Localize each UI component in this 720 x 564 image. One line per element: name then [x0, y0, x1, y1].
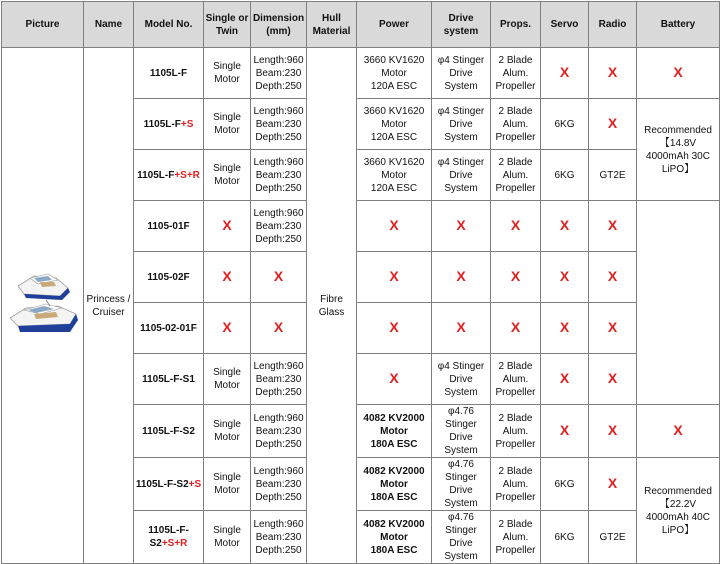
servo-cell: [541, 354, 589, 405]
cell-line: φ4 Stinger: [437, 54, 485, 66]
model-suffix: +S: [180, 118, 194, 130]
header-single-twin: Single or Twin: [204, 2, 251, 48]
servo-cell: [541, 150, 589, 201]
model-base: 1105-01F: [147, 220, 190, 232]
radio-cell: [589, 458, 637, 511]
cell-line: Propeller: [495, 182, 536, 194]
cell-line: Drive: [449, 169, 473, 181]
model-cell: [134, 354, 204, 405]
cell-line: 120A ESC: [370, 182, 418, 194]
x-mark: X: [559, 421, 570, 438]
x-mark: X: [559, 216, 570, 233]
cell-line: Stinger: [445, 525, 477, 536]
cell-line: Beam:230: [255, 373, 302, 385]
header-picture: Picture: [2, 2, 84, 48]
power-cell: [357, 99, 432, 150]
radio-cell: [589, 303, 637, 354]
battery-recommend-cell: [637, 99, 720, 201]
props-cell: [491, 354, 541, 405]
cell-line: System: [444, 551, 478, 562]
props-cell: [491, 150, 541, 201]
cell-line: Alum.: [502, 373, 529, 385]
cell-line: Beam:230: [255, 531, 302, 543]
x-mark: X: [222, 216, 232, 233]
servo-cell: [541, 303, 589, 354]
cell-line: 120A ESC: [370, 131, 418, 143]
dimension-cell: [251, 303, 307, 354]
cell-line: φ4 Stinger: [437, 156, 485, 168]
x-mark: X: [273, 318, 284, 335]
x-mark: X: [607, 369, 618, 386]
cell-line: System: [444, 80, 478, 92]
cell-line: Beam:230: [255, 169, 302, 181]
table-row: [2, 48, 720, 99]
cell-line: φ4.76: [448, 406, 474, 417]
model-base-2: S2: [149, 538, 162, 549]
model-cell: [134, 252, 204, 303]
cell-text: 6KG: [554, 169, 575, 181]
cell-text: Single Motor: [213, 472, 241, 496]
cell-line: 120A ESC: [370, 80, 418, 92]
model-cell: [134, 405, 204, 458]
cell-text: 6KG: [554, 118, 575, 130]
model-base: 1105L-F-S1: [142, 373, 195, 385]
cell-line: LiPO】: [661, 524, 695, 536]
dimension-cell: [251, 405, 307, 458]
boat-bottom-icon: [10, 300, 78, 332]
cell-line: LiPO】: [661, 163, 695, 175]
radio-cell: [589, 252, 637, 303]
cell-line: φ4 Stinger: [437, 105, 485, 117]
cell-line: φ4 Stinger: [437, 360, 485, 372]
model-cell: [134, 458, 204, 511]
cell-line: Length:960: [253, 465, 304, 477]
cell-line: Length:960: [253, 156, 304, 168]
model-suffix: +S: [188, 478, 202, 490]
header-row: [2, 2, 720, 48]
cell-line: 180A ESC: [370, 544, 418, 556]
cell-line: Alum.: [502, 425, 529, 437]
cell-line: Motor: [380, 478, 408, 490]
model-cell: [134, 303, 204, 354]
cell-text: 6KG: [554, 478, 575, 490]
model-base: 1105L-F: [149, 67, 188, 79]
drive-cell: [432, 458, 491, 511]
header-hull: Hull Material: [307, 2, 357, 48]
cell-line: Propeller: [495, 386, 536, 398]
power-cell: [357, 48, 432, 99]
x-mark: X: [456, 216, 466, 233]
single-twin-cell: [204, 99, 251, 150]
dimension-cell: [251, 458, 307, 511]
cell-line: System: [444, 445, 478, 456]
servo-cell: [541, 252, 589, 303]
cell-line: Alum.: [502, 531, 529, 543]
cell-line: 4082 KV2000: [363, 518, 425, 530]
cell-line: 3660 KV1620: [363, 156, 425, 168]
x-mark: X: [222, 267, 232, 284]
cell-line: Propeller: [495, 131, 536, 143]
cell-line: 2 Blade: [498, 465, 533, 477]
power-cell: [357, 405, 432, 458]
model-cell: [134, 99, 204, 150]
drive-cell: [432, 511, 491, 564]
cell-line: Depth:250: [255, 233, 302, 245]
props-cell: [491, 48, 541, 99]
cell-line: Drive: [449, 538, 473, 549]
cell-line: Motor: [381, 67, 407, 79]
power-cell: [357, 303, 432, 354]
cell-line: 180A ESC: [370, 438, 418, 450]
dimension-cell: [251, 150, 307, 201]
power-cell: [357, 201, 432, 252]
cell-line: Length:960: [253, 105, 304, 117]
x-mark: X: [607, 63, 618, 80]
cell-text: Single Motor: [213, 419, 241, 443]
boat-top-icon: [18, 274, 70, 300]
cell-line: Beam:230: [255, 67, 302, 79]
radio-cell: [589, 201, 637, 252]
cell-text: GT2E: [599, 531, 626, 543]
model-suffix: +S+R: [161, 538, 188, 549]
cell-line: Depth:250: [255, 80, 302, 92]
cell-line: Length:960: [253, 207, 304, 219]
spec-table: [1, 1, 720, 564]
cell-line: Motor: [381, 118, 407, 130]
header-radio: Radio: [589, 2, 637, 48]
cell-text: 6KG: [554, 531, 575, 543]
x-mark: X: [607, 318, 618, 335]
dimension-cell: [251, 99, 307, 150]
cell-line: 3660 KV1620: [363, 54, 425, 66]
servo-cell: [541, 458, 589, 511]
cell-line: Stinger: [445, 419, 477, 430]
cell-text: Single Motor: [213, 367, 241, 391]
cell-line: Depth:250: [255, 491, 302, 503]
cell-line: Stinger: [445, 472, 477, 483]
model-base: 1105L-F-S2: [142, 425, 195, 437]
cell-line: Motor: [380, 425, 408, 437]
drive-cell: [432, 48, 491, 99]
single-twin-cell: [204, 405, 251, 458]
x-mark: X: [673, 63, 683, 80]
x-mark: X: [389, 216, 399, 233]
single-twin-cell: [204, 303, 251, 354]
dimension-cell: [251, 354, 307, 405]
x-mark: X: [510, 318, 521, 335]
cell-line: Depth:250: [255, 438, 302, 450]
cell-line: Motor: [380, 531, 408, 543]
dimension-cell: [251, 511, 307, 564]
cell-line: 180A ESC: [370, 491, 418, 503]
hull-text: Fibre Glass: [318, 293, 345, 318]
cell-line: Propeller: [495, 544, 536, 556]
cell-line: 4000mAh 30C: [646, 150, 710, 162]
cell-line: System: [444, 498, 478, 509]
servo-cell: [541, 99, 589, 150]
single-twin-cell: [204, 354, 251, 405]
cell-line: Length:960: [253, 412, 304, 424]
cell-line: 2 Blade: [498, 518, 533, 530]
cell-line: Alum.: [502, 478, 529, 490]
drive-cell: [432, 252, 491, 303]
cell-text: GT2E: [599, 169, 626, 181]
header-power: Power: [357, 2, 432, 48]
x-mark: X: [510, 267, 521, 284]
cell-line: Drive: [449, 373, 473, 385]
props-cell: [491, 303, 541, 354]
props-cell: [491, 458, 541, 511]
drive-cell: [432, 99, 491, 150]
battery-mark-cell: [637, 48, 720, 99]
radio-cell: [589, 354, 637, 405]
x-mark: X: [607, 267, 618, 284]
cell-line: Recommended: [644, 485, 712, 497]
cell-line: 2 Blade: [498, 54, 533, 66]
x-mark: X: [559, 318, 570, 335]
cell-line: Drive: [449, 485, 473, 496]
x-mark: X: [559, 267, 570, 284]
header-servo: Servo: [541, 2, 589, 48]
props-cell: [491, 201, 541, 252]
model-suffix: +S+R: [174, 169, 200, 181]
cell-line: Beam:230: [255, 118, 302, 130]
cell-line: Drive: [449, 118, 473, 130]
model-base: 1105-02F: [147, 271, 190, 283]
cell-line: Propeller: [495, 80, 536, 92]
servo-cell: [541, 48, 589, 99]
x-mark: X: [559, 63, 570, 80]
single-twin-cell: [204, 201, 251, 252]
picture-cell: [2, 48, 84, 564]
radio-cell: [589, 48, 637, 99]
header-dimension: Dimension (mm): [251, 2, 307, 48]
props-cell: [491, 99, 541, 150]
power-cell: [357, 252, 432, 303]
cell-line: 2 Blade: [498, 105, 533, 117]
x-mark: X: [456, 267, 466, 284]
header-model: Model No.: [134, 2, 204, 48]
drive-cell: [432, 354, 491, 405]
x-mark: X: [222, 318, 232, 335]
cell-line: 3660 KV1620: [363, 105, 425, 117]
drive-cell: [432, 201, 491, 252]
single-twin-cell: [204, 150, 251, 201]
name-text: Princess / Cruiser: [86, 293, 131, 318]
cell-line: Depth:250: [255, 544, 302, 556]
cell-line: Beam:230: [255, 425, 302, 437]
servo-cell: [541, 511, 589, 564]
cell-line: Alum.: [502, 169, 529, 181]
props-cell: [491, 511, 541, 564]
x-mark: X: [607, 421, 618, 438]
x-mark: X: [607, 114, 618, 131]
single-twin-cell: [204, 458, 251, 511]
drive-cell: [432, 150, 491, 201]
power-cell: [357, 458, 432, 511]
cell-line: 2 Blade: [498, 412, 533, 424]
dimension-cell: [251, 48, 307, 99]
cell-line: System: [444, 386, 478, 398]
model-base: 1105-02-01F: [140, 322, 197, 334]
dimension-cell: [251, 252, 307, 303]
single-twin-cell: [204, 48, 251, 99]
servo-cell: [541, 201, 589, 252]
header-name: Name: [84, 2, 134, 48]
battery-mark-cell: [637, 405, 720, 458]
cell-line: Beam:230: [255, 220, 302, 232]
cell-line: Length:960: [253, 518, 304, 530]
drive-cell: [432, 405, 491, 458]
x-mark: X: [673, 421, 683, 438]
cell-line: 2 Blade: [498, 360, 533, 372]
power-cell: [357, 354, 432, 405]
cell-line: Drive: [449, 67, 473, 79]
x-mark: X: [607, 474, 618, 491]
x-mark: X: [389, 369, 399, 386]
cell-line: Alum.: [502, 67, 529, 79]
cell-line: Depth:250: [255, 131, 302, 143]
power-cell: [357, 150, 432, 201]
cell-line: Alum.: [502, 118, 529, 130]
cell-line: φ4.76: [448, 459, 474, 470]
model-base: 1105L-F: [143, 118, 181, 130]
x-mark: X: [389, 318, 399, 335]
cell-line: 4000mAh 40C: [646, 511, 710, 523]
radio-cell: [589, 511, 637, 564]
model-base: 1105L-F-S2: [135, 478, 189, 490]
drive-cell: [432, 303, 491, 354]
cell-line: Drive: [449, 432, 473, 443]
name-cell: [84, 48, 134, 564]
model-base: 1105L-F: [137, 169, 175, 181]
x-mark: X: [389, 267, 399, 284]
cell-text: Single Motor: [213, 525, 241, 549]
cell-line: Depth:250: [255, 182, 302, 194]
cell-line: Propeller: [495, 491, 536, 503]
model-base: 1105L-F-: [148, 525, 189, 536]
props-cell: [491, 405, 541, 458]
x-mark: X: [273, 267, 284, 284]
radio-cell: [589, 405, 637, 458]
cell-line: 【22.2V: [659, 498, 697, 510]
radio-cell: [589, 150, 637, 201]
cell-line: Beam:230: [255, 478, 302, 490]
boat-image: [4, 266, 82, 346]
model-cell: [134, 150, 204, 201]
dimension-cell: [251, 201, 307, 252]
single-twin-cell: [204, 511, 251, 564]
model-cell: [134, 511, 204, 564]
servo-cell: [541, 405, 589, 458]
cell-line: Depth:250: [255, 386, 302, 398]
x-mark: X: [456, 318, 466, 335]
cell-text: Single Motor: [213, 61, 241, 85]
cell-line: φ4.76: [448, 512, 474, 523]
header-drive: Drive system: [432, 2, 491, 48]
cell-line: Propeller: [495, 438, 536, 450]
cell-line: Motor: [381, 169, 407, 181]
battery-recommend-cell: [637, 458, 720, 564]
cell-text: Single Motor: [213, 163, 241, 187]
radio-cell: [589, 99, 637, 150]
x-mark: X: [559, 369, 570, 386]
props-cell: [491, 252, 541, 303]
cell-line: 4082 KV2000: [363, 412, 425, 424]
cell-text: Single Motor: [213, 112, 241, 136]
cell-line: System: [444, 131, 478, 143]
model-cell: [134, 201, 204, 252]
cell-line: 2 Blade: [498, 156, 533, 168]
x-mark: X: [607, 216, 618, 233]
cell-line: Length:960: [253, 54, 304, 66]
model-cell: [134, 48, 204, 99]
x-mark: X: [510, 216, 521, 233]
single-twin-cell: [204, 252, 251, 303]
cell-line: Length:960: [253, 360, 304, 372]
hull-cell: [307, 48, 357, 564]
header-battery: Battery: [637, 2, 720, 48]
cell-line: 4082 KV2000: [363, 465, 425, 477]
power-cell: [357, 511, 432, 564]
battery-empty-cell: [637, 201, 720, 405]
header-props: Props.: [491, 2, 541, 48]
cell-line: System: [444, 182, 478, 194]
cell-line: 【14.8V: [659, 137, 697, 149]
cell-line: Recommended: [644, 124, 712, 136]
